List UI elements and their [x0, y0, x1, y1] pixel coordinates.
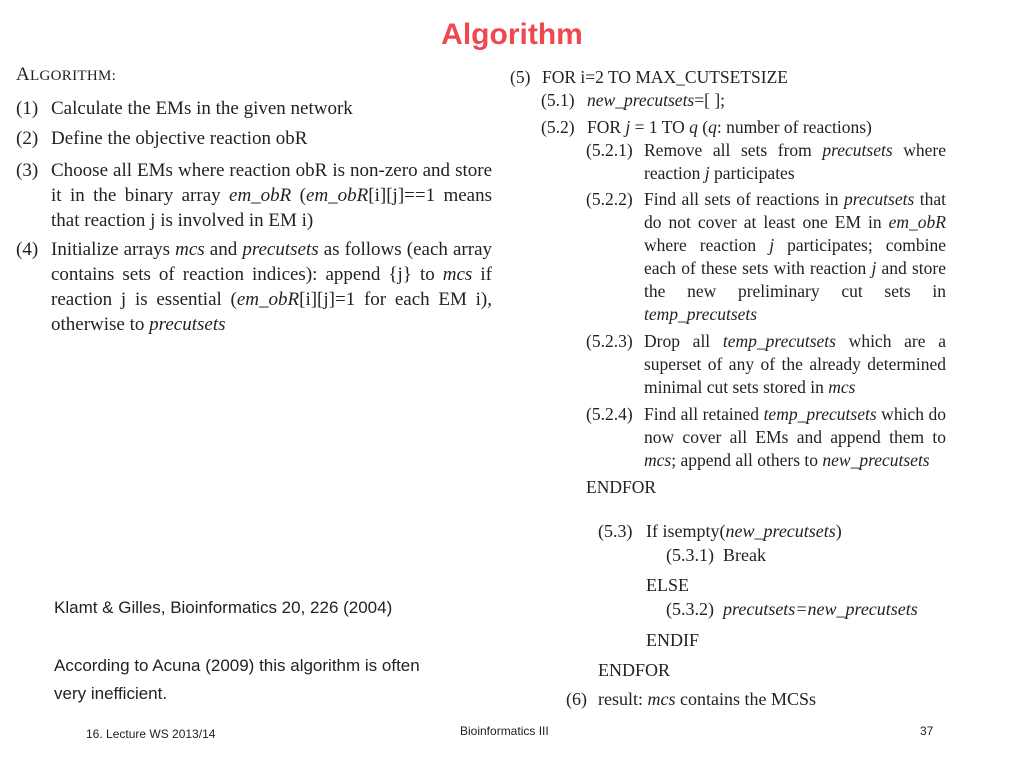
text-run: participates [709, 163, 795, 183]
text-run: participates; combine each of these sets with reaction [644, 235, 947, 278]
var-precutsets: precutsets [843, 189, 915, 209]
endif-keyword: ENDIF [646, 630, 699, 650]
step-text [644, 330, 946, 399]
var-temp-precutsets: temp_precutsets [644, 304, 758, 324]
text-run: ; append all others to [671, 450, 823, 470]
slide-title: Algorithm [441, 18, 583, 51]
step-number: (5.3.2) [666, 599, 714, 619]
step-6 [566, 688, 926, 711]
var-q: q [689, 117, 698, 137]
step-5-2-3 [586, 330, 946, 399]
text-run: Initialize arrays [51, 239, 176, 260]
step-text [51, 237, 492, 337]
page-number: 37 [920, 724, 934, 738]
step-number: (5.2.1) [586, 140, 633, 160]
var-precutsets: precutsets [149, 314, 226, 335]
text-run: result: [598, 689, 648, 709]
step-number: (5.3.1) [666, 545, 714, 565]
var-q: q [708, 117, 717, 137]
else-keyword: ELSE [646, 575, 689, 595]
text-run: = 1 TO [630, 117, 690, 137]
step-number: (3) [16, 160, 39, 181]
step-5-2-1 [586, 139, 946, 185]
var-temp-precutsets: temp_precutsets [763, 404, 877, 424]
endfor-outer: ENDFOR [598, 660, 671, 680]
step-text: Break [723, 545, 766, 565]
text-run: Choose all EMs where reaction obR is non-zero and store it in the binary array [51, 160, 492, 206]
var-mcs: mcs [828, 377, 856, 397]
step-text [644, 139, 946, 185]
step-5-3-1 [666, 544, 866, 567]
var-j: j [769, 235, 775, 255]
footer-course: Bioinformatics III [460, 724, 549, 738]
step-number: (5.2.2) [586, 189, 633, 209]
text-run: and store the new preliminary cut sets in [644, 258, 946, 301]
step-2 [16, 126, 492, 151]
step-text [644, 403, 946, 472]
step-number: (2) [16, 128, 39, 149]
footer-lecture: 16. Lecture WS 2013/14 [86, 727, 216, 741]
var-precutsets: precutsets [822, 140, 893, 160]
step-text: Calculate the EMs in the given network [51, 98, 353, 119]
var-j: j [871, 258, 877, 278]
var-j: j [625, 117, 631, 137]
step-3 [16, 158, 492, 233]
step-5-3 [598, 520, 958, 543]
text-run: if reaction j is essential ( [51, 264, 492, 310]
text-run: and [204, 239, 243, 260]
text-run: If isempty( [646, 521, 726, 541]
text-run: : number of reactions) [716, 117, 872, 137]
text-run: which do now cover all EMs and append them to [644, 404, 946, 447]
text-run: ( [697, 117, 709, 137]
step-number: (5.3) [598, 521, 633, 541]
var-precutsets: precutsets [242, 239, 319, 260]
text-run: [i][j]=1 for each EM i), otherwise to [51, 289, 492, 335]
var-mcs: mcs [644, 450, 672, 470]
var-em-obr: em_obR [888, 212, 946, 232]
step-number: (6) [566, 689, 587, 709]
text-run: =[ ]; [694, 90, 726, 110]
text-run: which are a superset of any of the already determined minimal cut sets stored in [644, 331, 946, 397]
var-mcs: mcs [175, 239, 205, 260]
step-5-1 [541, 89, 941, 112]
step-1 [16, 96, 492, 121]
text-run: Drop all [644, 331, 723, 351]
var-em-obr: em_obR [236, 289, 300, 310]
equals-sign: = [795, 599, 808, 619]
var-em-obr: em_obR [229, 185, 292, 206]
step-text [644, 188, 946, 326]
step-number: (5) [510, 67, 531, 87]
step-number: (1) [16, 98, 39, 119]
step-number: (5.2.3) [586, 331, 633, 351]
step-5-3-2 [666, 598, 966, 621]
var-em-obr: em_obR [306, 185, 369, 206]
text-run: contains the MCSs [675, 689, 817, 709]
comment-line-2: very inefficient. [54, 684, 168, 703]
text-run: Find all sets of reactions in [644, 189, 844, 209]
var-new-precutsets: new_precutsets [725, 521, 836, 541]
text-run: [i][j]==1 means that reaction j is involved in EM i) [51, 185, 493, 231]
step-5-2-4 [586, 403, 946, 472]
text-run: as follows (each array contains sets of reaction indices): append {j} to [51, 239, 492, 285]
algorithm-heading [16, 64, 116, 86]
var-mcs: mcs [647, 689, 676, 709]
var-j: j [704, 163, 710, 183]
step-number: (4) [16, 239, 39, 260]
endfor-inner: ENDFOR [586, 477, 657, 497]
var-precutsets: precutsets [723, 599, 796, 619]
step-number: (5.1) [541, 90, 575, 110]
text-run: Remove all sets from [644, 140, 823, 160]
text-run: ( [291, 185, 307, 206]
step-5-2-2 [586, 188, 946, 326]
var-temp-precutsets: temp_precutsets [722, 331, 836, 351]
step-text: FOR i=2 TO MAX_CUTSETSIZE [542, 67, 788, 87]
step-5 [510, 66, 950, 89]
step-5-2 [541, 116, 941, 139]
var-new-precutsets: new_precutsets [822, 450, 930, 470]
citation: Klamt & Gilles, Bioinformatics 20, 226 (2004) [54, 598, 393, 617]
text-run: ) [835, 521, 842, 541]
text-run: Find all retained [644, 404, 764, 424]
var-mcs: mcs [442, 264, 473, 285]
var-new-precutsets: new_precutsets [587, 90, 695, 110]
step-text: Define the objective reaction obR [51, 128, 308, 149]
step-text [51, 158, 492, 233]
text-run: where reaction [644, 140, 946, 183]
comment-line-1: According to Acuna (2009) this algorithm is often [54, 656, 420, 675]
algorithm-heading-cap: A [16, 64, 31, 85]
step-number: (5.2.4) [586, 404, 633, 424]
var-new-precutsets: new_precutsets [807, 599, 918, 619]
text-run: where reaction [644, 235, 770, 255]
algorithm-heading-rest: LGORITHM: [30, 68, 117, 84]
step-number: (5.2) [541, 117, 575, 137]
text-run: that do not cover at least one EM in [644, 189, 946, 232]
text-run: FOR [587, 117, 626, 137]
step-4 [16, 237, 492, 337]
